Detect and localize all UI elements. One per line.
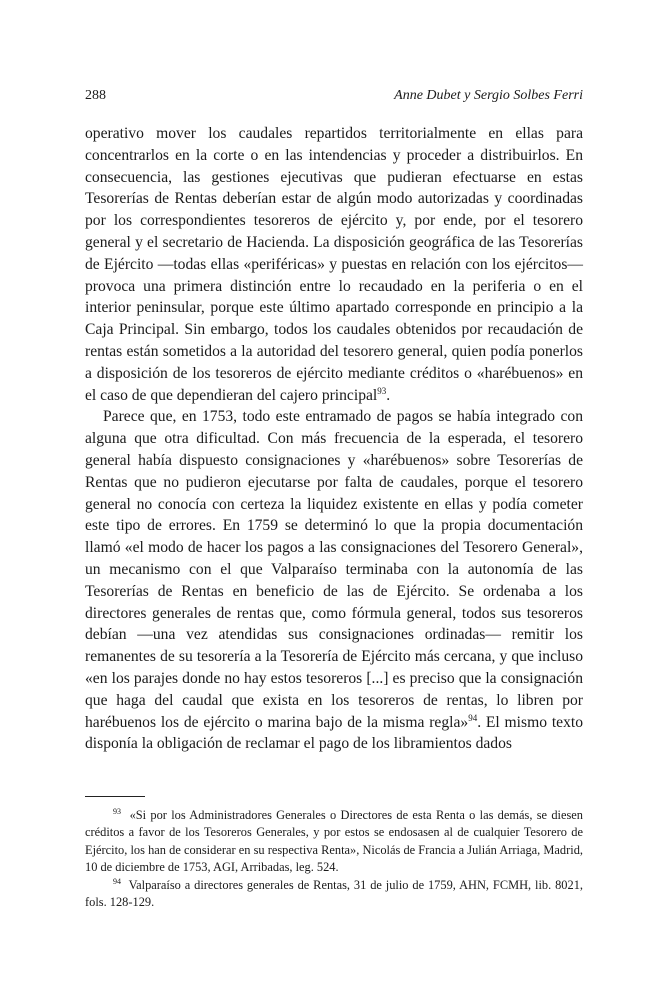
footnote-text: «Si por los Administradores Generales o Directores de esta Renta o las demás, se diesen créditos a favor de los Tesoreros Generales, y por estos se endosasen al de cualquier Tesorero de Ejército, los han de considerar en su respectiva Renta», Nicolás de Francia a Julián Arriaga, Madrid, 10 de diciembre de 1753, AGI, Arribadas, leg. 524. bbox=[85, 808, 583, 875]
page-number: 288 bbox=[85, 88, 106, 103]
paragraph-1 bbox=[85, 123, 583, 406]
footnote-number: 93 bbox=[113, 807, 121, 816]
paragraph-2 bbox=[85, 406, 583, 755]
footnote-94 bbox=[85, 877, 583, 912]
paragraph-1-text: operativo mover los caudales repartidos territorialmente en ellas para concentrarlos en la corte o en las intendencias y proceder a distribuirlos. En consecuencia, las gestiones ejecutivas que pudieran efectuarse en estas Tesorerías de Rentas deberían estar de algún modo autorizadas y coordinadas por los correspondientes tesoreros de ejército y, por ende, por el tesorero general y el secretario de Hacienda. La disposición geográfica de las Tesorerías de Ejército —todas ellas «periféricas» y puestas en relación con los ejércitos— provoca una primera distinción entre lo recaudado en la periferia o en el interior peninsular, porque este último apartado corresponde en principio a la Caja Principal. Sin embargo, todos los caudales obtenidos por recaudación de rentas están sometidos a la autoridad del tesorero general, quien podía ponerlos a disposición de los tesoreros de ejército mediante créditos o «harébuenos» en el caso de que dependieran del cajero principal bbox=[85, 125, 583, 404]
footnote-separator bbox=[85, 796, 145, 797]
footnote-number: 94 bbox=[113, 876, 121, 886]
paragraph-2-text: Parece que, en 1753, todo este entramado de pagos se había integrado con alguna que otra dificultad. Con más frecuencia de la esperada, el tesorero general había dispuesto consignaciones y «harébuenos» sobre Tesorerías de Rentas que no pudieron ejecutarse por falta de caudales, porque el tesorero general no conocía con certeza la liquidez existente en ellas y podía cometer este tipo de errores. En 1759 se determinó lo que la propia documentación llamó «el modo de hacer los pagos a las consignaciones del Tesorero General», un mecanismo con el que Valparaíso terminaba con la autonomía de las Tesorerías de Rentas en beneficio de las de Ejército. Se ordenaba a los directores generales de rentas que, como fórmula general, todos sus tesoreros debían —una vez atendidas sus consignaciones ordinadas— remitir los remanentes de su tesorería a la Tesorería de Ejército más cercana, y que incluso «en los parajes donde no hay estos tesoreros [...] es preciso que la consignación que haga del caudal que exista en los tesoreros de rentas, lo libren por harébuenos los de ejército o marina bajo de la misma regla» bbox=[85, 408, 583, 731]
footnote-text: Valparaíso a directores generales de Rentas, 31 de julio de 1759, AHN, FCMH, lib. 8021, fols. 128-129. bbox=[85, 877, 583, 910]
running-head-authors: Anne Dubet y Sergio Solbes Ferri bbox=[394, 88, 583, 103]
footnote-93 bbox=[85, 807, 583, 877]
footnotes bbox=[85, 807, 583, 911]
body-text bbox=[85, 123, 583, 755]
page-header bbox=[85, 88, 583, 110]
paragraph-1-end: . bbox=[386, 386, 391, 404]
paragraph-2-end: . El mismo texto disponía la obligación de reclamar el pago de los libramientos dados bbox=[85, 713, 583, 753]
footnote-ref-93[interactable]: 93 bbox=[377, 385, 387, 396]
footnote-ref-94[interactable]: 94 bbox=[468, 712, 478, 723]
